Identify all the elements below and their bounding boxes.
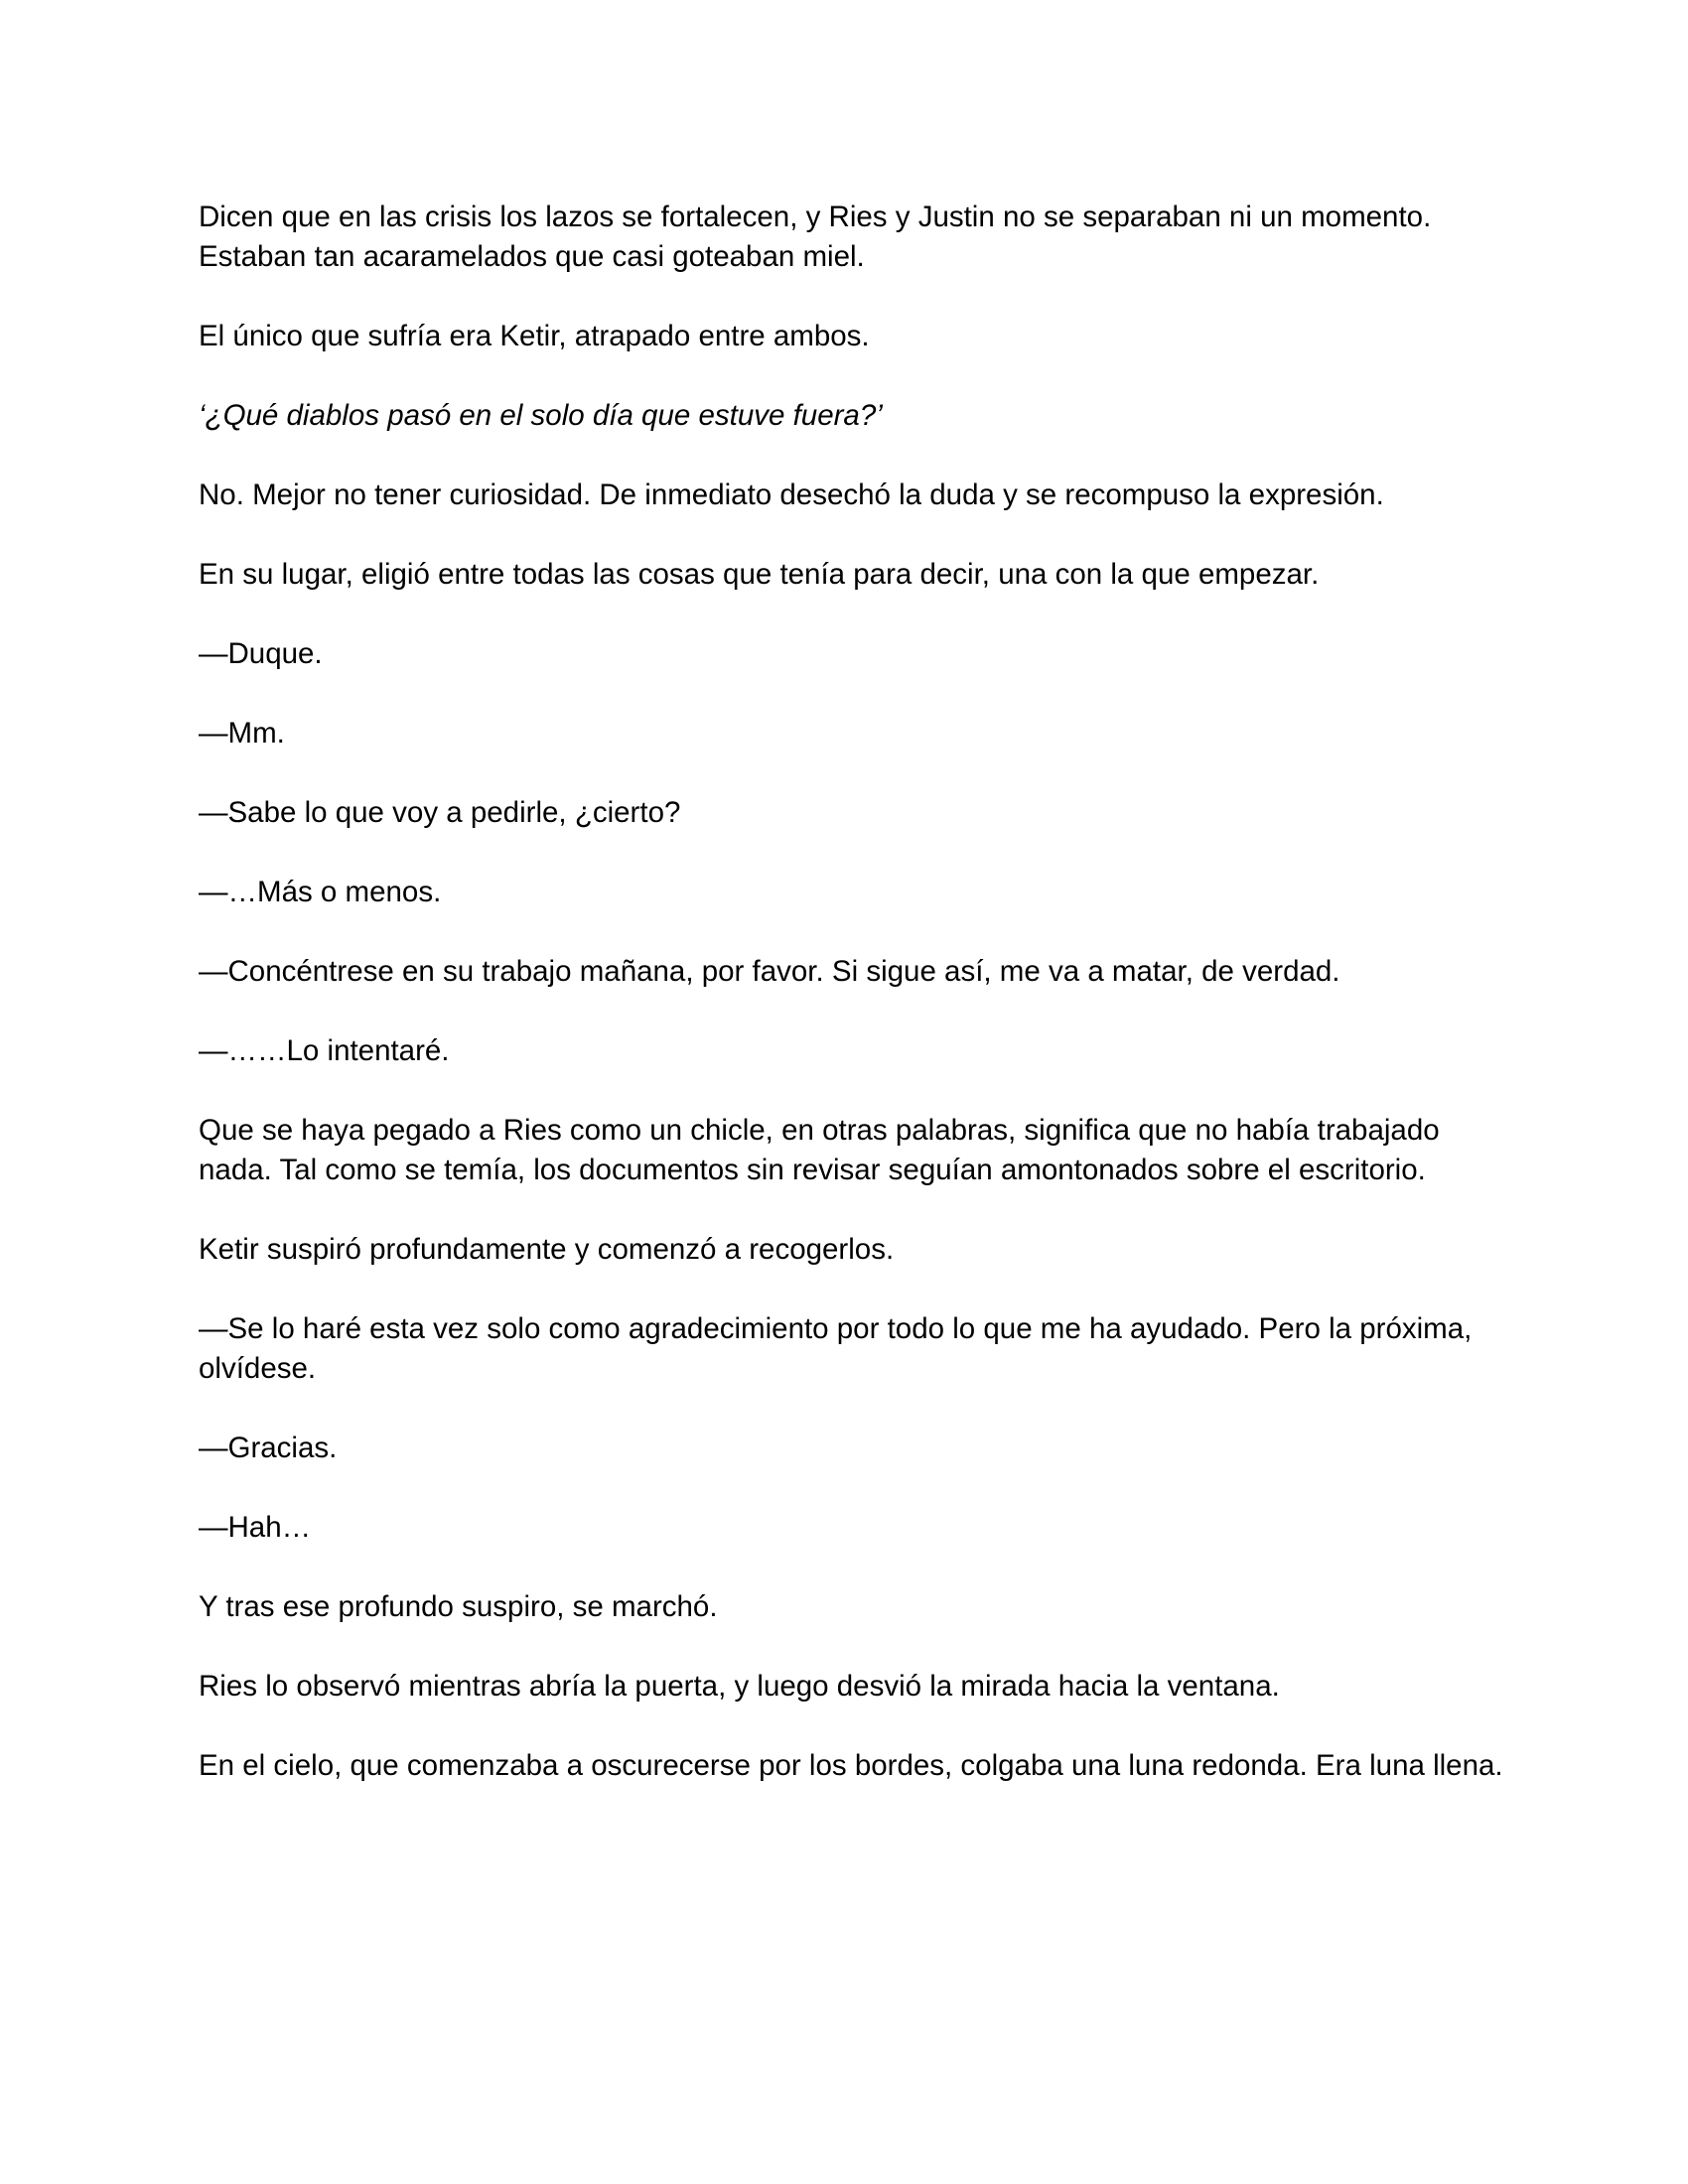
- dialogue-line: —Hah…: [199, 1511, 312, 1544]
- paragraph: Y tras ese profundo suspiro, se marchó.: [199, 1590, 718, 1623]
- paragraph: No. Mejor no tener curiosidad. De inmediato desechó la duda y se recompuso la expresión.: [199, 478, 1384, 511]
- paragraph: En el cielo, que comenzaba a oscurecerse por los bordes, colgaba una luna redonda. Era luna llena.: [199, 1749, 1503, 1782]
- dialogue-line: —……Lo intentaré.: [199, 1034, 450, 1067]
- paragraph: Ketir suspiró profundamente y comenzó a recogerlos.: [199, 1233, 895, 1266]
- paragraph: Dicen que en las crisis los lazos se fortalecen, y Ries y Justin no se separaban ni un momento. Estaban tan acaramelados que casi goteaban miel.: [199, 201, 1432, 273]
- dialogue-line: —Sabe lo que voy a pedirle, ¿cierto?: [199, 796, 681, 829]
- paragraph: Ries lo observó mientras abría la puerta, y luego desvió la mirada hacia la ventana.: [199, 1670, 1280, 1703]
- dialogue-line: —Se lo haré esta vez solo como agradecimiento por todo lo que me ha ayudado. Pero la próxima, olvídese.: [199, 1312, 1473, 1385]
- document-body: [199, 198, 1509, 1826]
- paragraph: Que se haya pegado a Ries como un chicle, en otras palabras, significa que no había trabajado nada. Tal como se temía, los documentos sin revisar seguían amontonados sobre el escritorio.: [199, 1114, 1440, 1186]
- dialogue-line: —Gracias.: [199, 1432, 338, 1464]
- paragraph: En su lugar, eligió entre todas las cosas que tenía para decir, una con la que empezar.: [199, 558, 1320, 591]
- dialogue-line: —…Más o menos.: [199, 876, 442, 908]
- italic-thought-paragraph: ‘¿Qué diablos pasó en el solo día que estuve fuera?’: [199, 399, 883, 432]
- dialogue-line: —Mm.: [199, 717, 285, 750]
- paragraph: El único que sufría era Ketir, atrapado entre ambos.: [199, 320, 870, 352]
- dialogue-line: —Duque.: [199, 637, 323, 670]
- dialogue-line: —Concéntrese en su trabajo mañana, por favor. Si sigue así, me va a matar, de verdad.: [199, 955, 1340, 988]
